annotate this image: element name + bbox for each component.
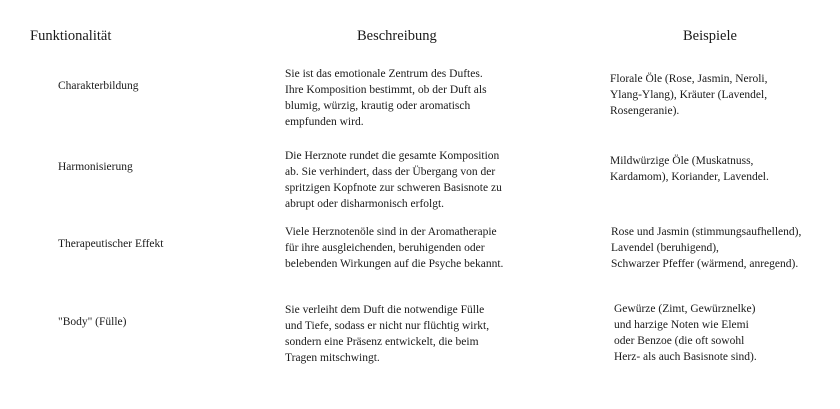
- row-description: Sie ist das emotionale Zentrum des Duftes. Ihre Komposition bestimmt, ob der Duft als blumig, würzig, krautig oder aromatisch empfunden wird.: [285, 68, 487, 128]
- row-description: Die Herznote rundet die gesamte Komposition ab. Sie verhindert, dass der Übergang von der spritzigen Kopfnote zur schweren Basisnote zu abrupt oder disharmonisch erfolgt.: [285, 150, 502, 210]
- header-description: Beschreibung: [357, 28, 437, 44]
- header-function: Funktionalität: [30, 28, 112, 44]
- row-description: Sie verleiht dem Duft die notwendige Fülle und Tiefe, sodass er nicht nur flüchtig wirkt, sondern eine Präsenz entwickelt, die beim Tragen mitschwingt.: [285, 304, 490, 364]
- row-description: Viele Herznotenöle sind in der Aromatherapie für ihre ausgleichenden, beruhigenden oder belebenden Wirkungen auf die Psyche bekannt.: [285, 226, 504, 270]
- row-examples: Gewürze (Zimt, Gewürznelke) und harzige Noten wie Elemi oder Benzoe (die oft sowohl Herz- als auch Basisnote sind).: [614, 303, 757, 363]
- row-label: Harmonisierung: [58, 161, 133, 173]
- header-examples: Beispiele: [683, 28, 737, 44]
- row-label: Therapeutischer Effekt: [58, 238, 164, 250]
- row-examples: Florale Öle (Rose, Jasmin, Neroli, Ylang-Ylang), Kräuter (Lavendel, Rosengeranie).: [610, 73, 768, 117]
- row-examples: Rose und Jasmin (stimmungsaufhellend), Lavendel (beruhigend), Schwarzer Pfeffer (wärmend, anregend).: [611, 226, 802, 270]
- row-label: "Body" (Fülle): [58, 316, 127, 328]
- row-examples: Mildwürzige Öle (Muskatnuss, Kardamom), Koriander, Lavendel.: [610, 155, 769, 183]
- row-label: Charakterbildung: [58, 80, 139, 92]
